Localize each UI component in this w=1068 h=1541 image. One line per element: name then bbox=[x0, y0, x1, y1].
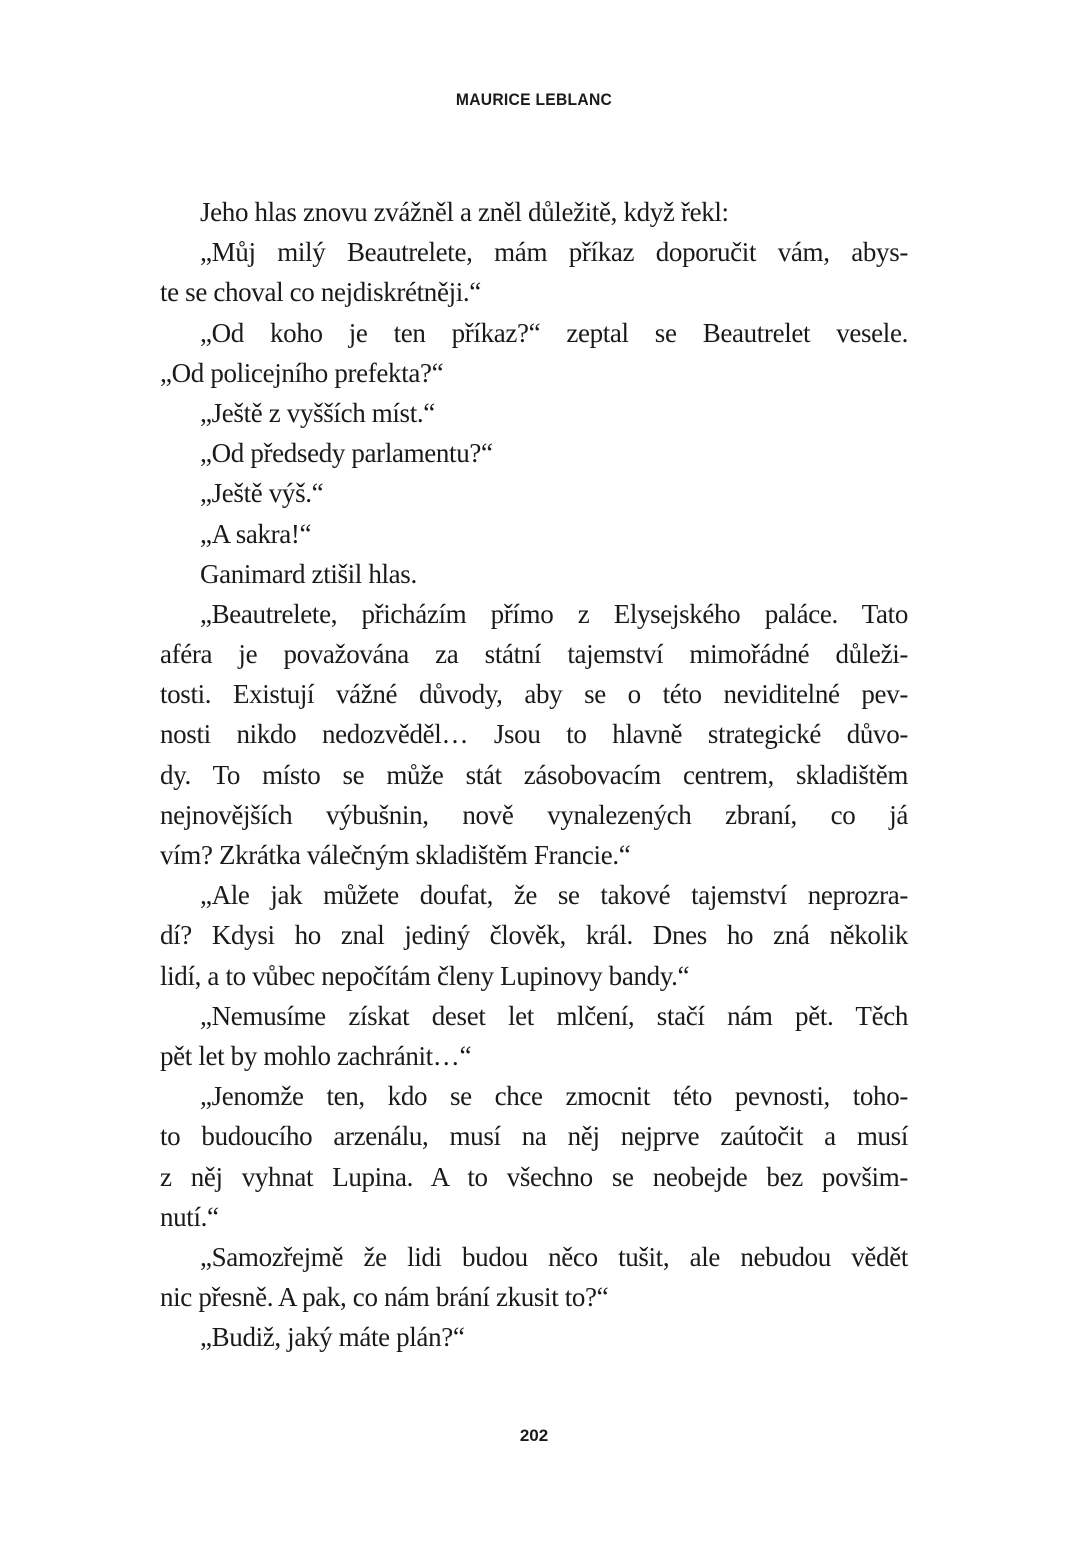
text-line: „Ještě z vyšších míst.“ bbox=[200, 397, 435, 428]
text-line: „Ale jak můžete doufat, že se takové tajemství neprozra- bbox=[200, 880, 908, 911]
text-line: pět let by mohlo zachránit…“ bbox=[160, 1040, 472, 1071]
text-line: nejnovějších výbušnin, nově vynalezených zbraní, co já bbox=[160, 799, 908, 830]
text-line: „Od policejního prefekta?“ bbox=[160, 357, 444, 388]
text-line: dí? Kdysi ho znal jediný člověk, král. Dnes ho zná několik bbox=[160, 920, 908, 951]
text-line: vím? Zkrátka válečným skladištěm Francie.“ bbox=[160, 840, 631, 870]
text-line: „Samozřejmě že lidi budou něco tušit, ale nebudou vědět bbox=[200, 1241, 908, 1272]
text-line: „Od koho je ten příkaz?“ zeptal se Beautrelet vesele. bbox=[200, 317, 908, 348]
text-line: „Budiž, jaký máte plán?“ bbox=[200, 1322, 465, 1353]
paragraph bbox=[160, 514, 908, 554]
text-line: te se choval co nejdiskrétněji.“ bbox=[160, 277, 481, 308]
paragraph bbox=[160, 1076, 908, 1237]
text-line: aféra je považována za státní tajemství mimořádné důleži- bbox=[160, 639, 908, 670]
text-line: nic přesně. A pak, co nám brání zkusit to?“ bbox=[160, 1282, 609, 1313]
paragraph bbox=[160, 232, 908, 312]
text-line: Ganimard ztišil hlas. bbox=[200, 558, 417, 589]
paragraph bbox=[160, 473, 908, 513]
paragraph bbox=[160, 192, 908, 232]
paragraph bbox=[160, 313, 908, 393]
text-line: „Nemusíme získat deset let mlčení, stačí nám pět. Těch bbox=[200, 1000, 908, 1031]
text-line: nutí.“ bbox=[160, 1201, 219, 1232]
text-line: lidí, a to vůbec nepočítám členy Lupinovy bandy.“ bbox=[160, 960, 690, 991]
paragraph bbox=[160, 594, 908, 875]
text-line: „Jenomže ten, kdo se chce zmocnit této pevnosti, toho- bbox=[200, 1081, 908, 1112]
text-line: Jeho hlas znovu zvážněl a zněl důležitě, když řekl: bbox=[200, 197, 729, 227]
text-line: z něj vyhnat Lupina. A to všechno se neobejde bez povšim- bbox=[160, 1161, 908, 1192]
text-line: „A sakra!“ bbox=[200, 518, 312, 549]
body-text bbox=[160, 192, 908, 1357]
text-line: to budoucího arzenálu, musí na něj nejprve zaútočit a musí bbox=[160, 1121, 908, 1152]
text-line: dy. To místo se může stát zásobovacím centrem, skladištěm bbox=[160, 759, 908, 790]
paragraph bbox=[160, 1317, 908, 1357]
text-line: „Od předsedy parlamentu?“ bbox=[200, 438, 493, 469]
text-line: „Ještě výš.“ bbox=[200, 478, 324, 509]
paragraph bbox=[160, 554, 908, 594]
paragraph bbox=[160, 996, 908, 1076]
text-line: nosti nikdo nedozvěděl… Jsou to hlavně strategické důvo- bbox=[160, 719, 908, 750]
text-line: „Beautrelete, přicházím přímo z Elysejského paláce. Tato bbox=[200, 598, 908, 629]
paragraph bbox=[160, 875, 908, 996]
paragraph bbox=[160, 1237, 908, 1317]
text-line: „Můj milý Beautrelete, mám příkaz doporučit vám, abys- bbox=[200, 237, 908, 268]
page-number: 202 bbox=[519, 1426, 549, 1445]
paragraph bbox=[160, 393, 908, 433]
paragraph bbox=[160, 433, 908, 473]
text-line: tosti. Existují vážné důvody, aby se o této neviditelné pev- bbox=[160, 679, 908, 710]
running-header-author: MAURICE LEBLANC bbox=[455, 90, 613, 109]
